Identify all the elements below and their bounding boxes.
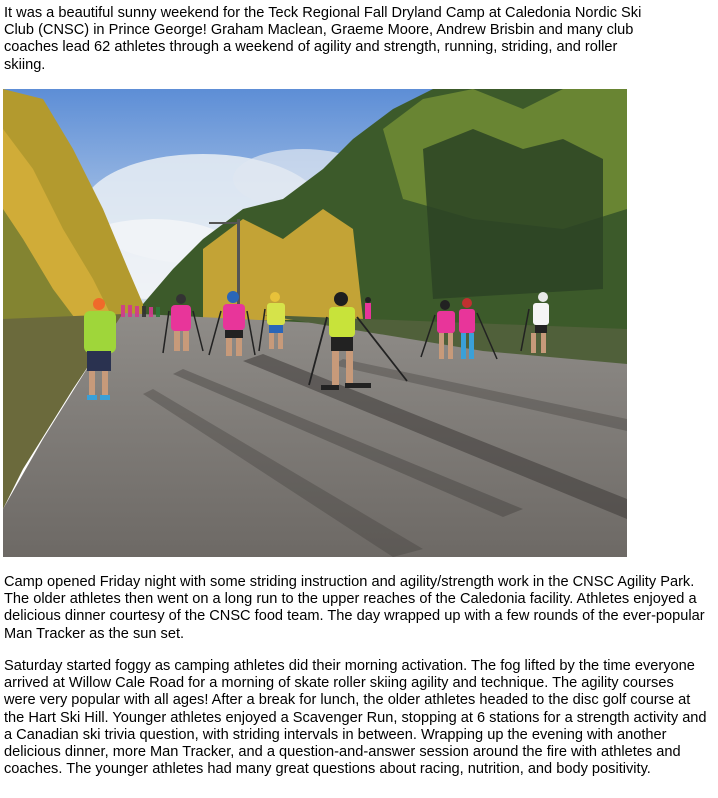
roller-ski-camp-photo xyxy=(3,89,627,557)
friday-paragraph: Camp opened Friday night with some striding instruction and agility/strength work in the CNSC Agility Park. The older athletes then went on a long run to the upper reaches of the Caledonia facility. Athletes enjoyed a delicious dinner courtesy of the CNSC food team. The day wrapped up with a few rounds of the ever-popular Man Tracker as the sun set. xyxy=(4,574,705,642)
intro-paragraph: It was a beautiful sunny weekend for the Teck Regional Fall Dryland Camp at Caledonia Nordic Ski Club (CNSC) in Prince George! Graham Maclean, Graeme Moore, Andrew Brisbin and many club coaches lead 62 athletes through a weekend of agility and strength, running, striding, and roller skiing. xyxy=(4,5,642,73)
saturday-paragraph: Saturday started foggy as camping athletes did their morning activation. The fog lifted by the time everyone arrived at Willow Cale Road for a morning of skate roller skiing agility and technique. The agility courses were very popular with all ages! After a break for lunch, the older athletes headed to the disc golf course at the Hart Ski Hill. Younger athletes enjoyed a Scavenger Run, stopping at 6 stations for a strength activity and a Canadian ski trivia question, with striding intervals in between. Wrapping up the evening with another delicious dinner, more Man Tracker, and a question-and-answer session around the fire with athletes and coaches. The younger athletes had many great questions about racing, nutrition, and body positivity. xyxy=(4,658,707,778)
